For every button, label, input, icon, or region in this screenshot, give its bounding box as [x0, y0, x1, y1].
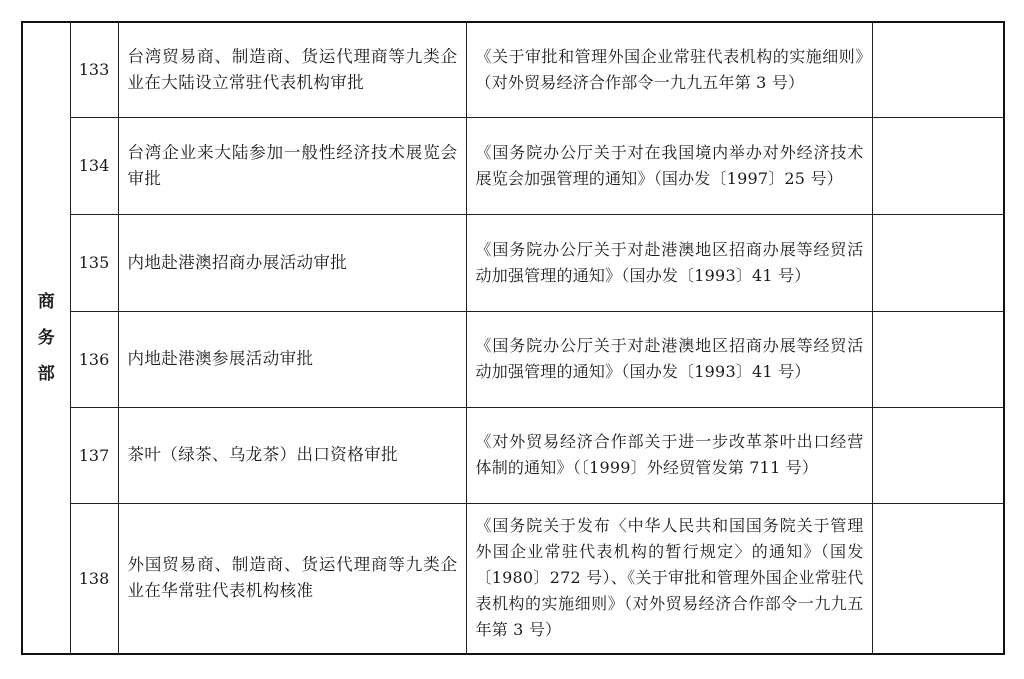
approval-item: 内地赴港澳招商办展活动审批 — [118, 214, 466, 311]
legal-basis: 《关于审批和管理外国企业常驻代表机构的实施细则》（对外贸易经济合作部令一九九五年第 3 号） — [466, 22, 872, 117]
table-row — [22, 407, 1004, 503]
table-row — [22, 22, 1004, 117]
approval-item: 内地赴港澳参展活动审批 — [118, 311, 466, 407]
approval-item: 台湾贸易商、制造商、货运代理商等九类企业在大陆设立常驻代表机构审批 — [118, 22, 466, 117]
table-row — [22, 311, 1004, 407]
department-cell — [22, 22, 70, 654]
note-cell — [872, 407, 1004, 503]
approval-item: 茶叶（绿茶、乌龙茶）出口资格审批 — [118, 407, 466, 503]
table-row — [22, 503, 1004, 654]
row-number: 134 — [70, 117, 118, 214]
note-cell — [872, 214, 1004, 311]
row-number: 133 — [70, 22, 118, 117]
note-cell — [872, 22, 1004, 117]
note-cell — [872, 311, 1004, 407]
approval-items-table — [21, 21, 1005, 655]
note-cell — [872, 503, 1004, 654]
legal-basis: 《国务院办公厅关于对在我国境内举办对外经济技术展览会加强管理的通知》（国办发〔1997〕25 号） — [466, 117, 872, 214]
approval-item: 外国贸易商、制造商、货运代理商等九类企业在华常驻代表机构核准 — [118, 503, 466, 654]
legal-basis: 《对外贸易经济合作部关于进一步改革茶叶出口经营体制的通知》（〔1999〕外经贸管发第 711 号） — [466, 407, 872, 503]
row-number: 135 — [70, 214, 118, 311]
legal-basis: 《国务院关于发布〈中华人民共和国国务院关于管理外国企业常驻代表机构的暂行规定〉的通知》（国发〔1980〕272 号）、《关于审批和管理外国企业常驻代表机构的实施细则》（对外贸易经济合作部令一九九五年第 3 号） — [466, 503, 872, 654]
note-cell — [872, 117, 1004, 214]
row-number: 136 — [70, 311, 118, 407]
approval-item: 台湾企业来大陆参加一般性经济技术展览会审批 — [118, 117, 466, 214]
legal-basis: 《国务院办公厅关于对赴港澳地区招商办展等经贸活动加强管理的通知》（国办发〔1993〕41 号） — [466, 214, 872, 311]
department-char: 商 — [37, 292, 55, 312]
department-char: 务 — [37, 328, 55, 348]
legal-basis: 《国务院办公厅关于对赴港澳地区招商办展等经贸活动加强管理的通知》（国办发〔1993〕41 号） — [466, 311, 872, 407]
department-char: 部 — [37, 364, 55, 384]
table-row — [22, 214, 1004, 311]
row-number: 137 — [70, 407, 118, 503]
row-number: 138 — [70, 503, 118, 654]
table-row — [22, 117, 1004, 214]
